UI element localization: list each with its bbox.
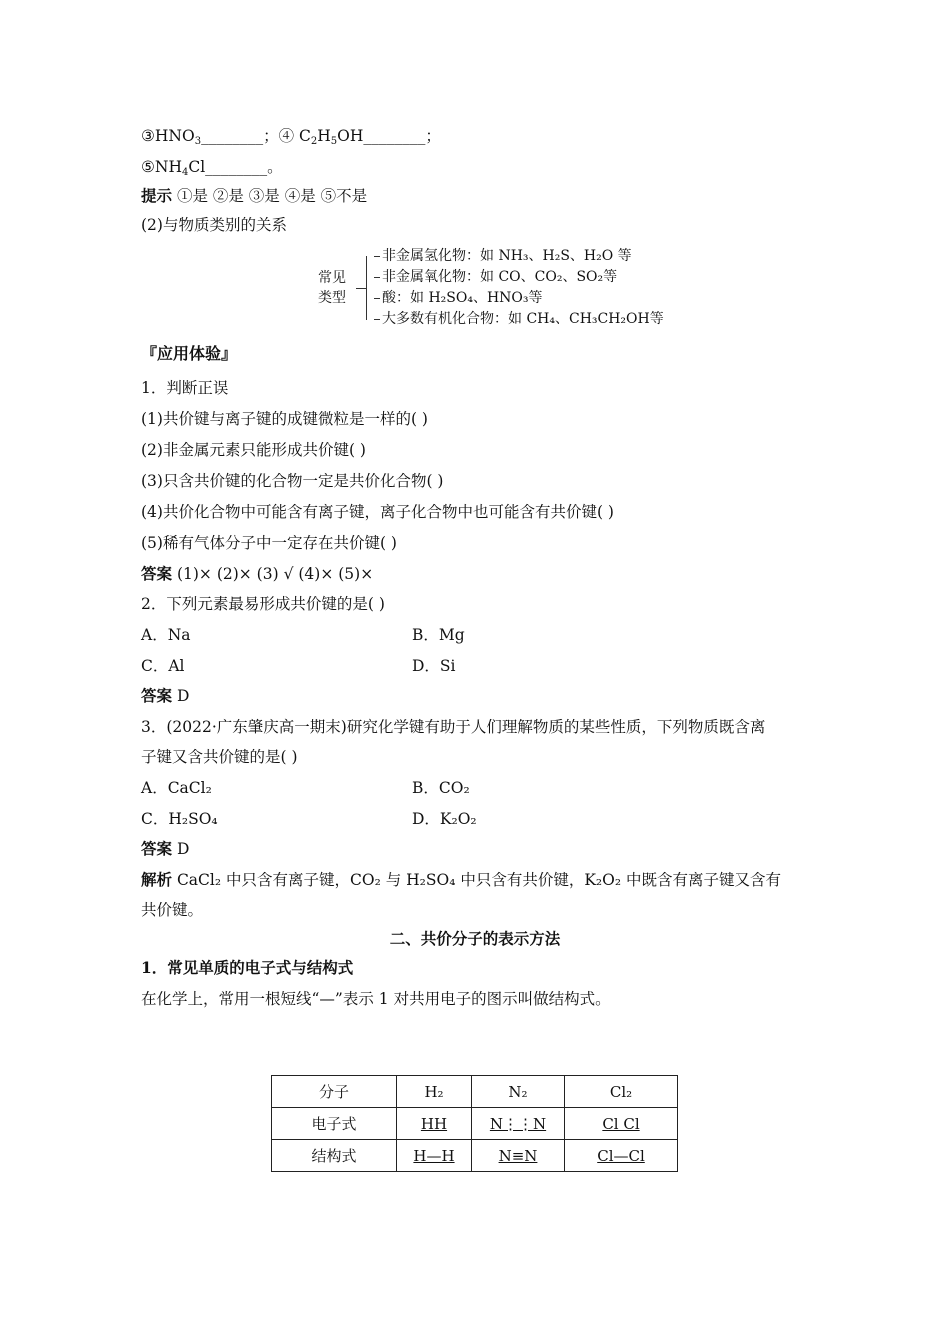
q3-option-b: B．CO₂ xyxy=(412,779,470,797)
q1-item: (1)共价键与离子键的成键微粒是一样的( ) xyxy=(141,410,428,428)
q2-option-c: C．Al xyxy=(141,657,185,675)
q3-answer: 答案 D xyxy=(141,839,190,858)
blank-line-hno3: $③HNO_3\_\_\_\_\_\_\_\_$；④ $C_2H_5OH\_\_\_\_\_\_\_\_$； xyxy=(141,127,441,147)
formula-table xyxy=(271,1075,678,1172)
q3-option-a: A．CaCl₂ xyxy=(141,779,212,797)
subsection-title: 1．常见单质的电子式与结构式 xyxy=(141,958,354,977)
hint-label: 提示 xyxy=(141,186,173,205)
table-row xyxy=(272,1108,678,1140)
q1-item: (2)非金属元素只能形成共价键( ) xyxy=(141,441,366,459)
q3-analysis: 解析 CaCl₂ 中只含有离子键，CO₂ 与 H₂SO₄ 中只含有共价键，K₂O₂ 中既含有离子键又含有 xyxy=(141,870,781,889)
table-row-label: 电子式 xyxy=(272,1108,397,1140)
table-cell: Cl—Cl xyxy=(565,1140,678,1172)
hint-line xyxy=(141,186,367,206)
q2-option-a: A．Na xyxy=(141,626,191,644)
q1-item: (4)共价化合物中可能含有离子键，离子化合物中也可能含有共价键( ) xyxy=(141,503,614,521)
section-title: 二、共价分子的表示方法 xyxy=(389,929,561,948)
q2-option-b: B．Mg xyxy=(412,626,465,644)
q3-stem-cont: 子键又含共价键的是( ) xyxy=(141,748,298,766)
table-cell: N≡N xyxy=(472,1140,565,1172)
q3-analysis-cont: 共价键。 xyxy=(141,901,204,919)
table-header-cell: 分子 xyxy=(272,1076,397,1108)
q1-item: (5)稀有气体分子中一定存在共价键( ) xyxy=(141,534,397,552)
structural-formula-definition: 在化学上，常用一根短线“—”表示 1 对共用电子的图示叫做结构式。 xyxy=(141,990,611,1008)
relation-heading: (2)与物质类别的关系 xyxy=(141,216,287,234)
table-cell: HH xyxy=(397,1108,472,1140)
diagram-stub xyxy=(356,288,366,289)
table-header-cell: H₂ xyxy=(397,1076,472,1108)
q2-option-d: D．Si xyxy=(412,657,456,675)
diagram-item: 大多数有机化合物：如 CH₄、CH₃CH₂OH等 xyxy=(374,309,664,329)
blank-line-nh4cl: $⑤NH_4Cl\_\_\_\_\_\_\_\_$。 xyxy=(141,158,283,178)
table-row xyxy=(272,1076,678,1108)
q3-stem: 3．(2022·广东肇庆高一期末)研究化学键有助于人们理解物质的某些性质，下列物质既含离 xyxy=(141,718,766,736)
q3-option-d: D．K₂O₂ xyxy=(412,810,477,828)
table-cell: H—H xyxy=(397,1140,472,1172)
table-header-cell: N₂ xyxy=(472,1076,565,1108)
table-row xyxy=(272,1140,678,1172)
table-cell: N⋮⋮N xyxy=(472,1108,565,1140)
table-row-label: 结构式 xyxy=(272,1140,397,1172)
diagram-side-label: 常见 类型 xyxy=(318,270,346,306)
q1-answer: 答案 (1)× (2)× (3) √ (4)× (5)× xyxy=(141,564,374,583)
q3-option-c: C．H₂SO₄ xyxy=(141,810,218,828)
section-heading-app: 『应用体验』 xyxy=(141,344,238,363)
q2-answer: 答案 D xyxy=(141,686,190,705)
diagram-item: 非金属氧化物：如 CO、CO₂、SO₂等 xyxy=(374,267,617,287)
table-cell: Cl Cl xyxy=(565,1108,678,1140)
diagram-item: 非金属氢化物：如 NH₃、H₂S、H₂O 等 xyxy=(374,246,632,266)
q1-item: (3)只含共价键的化合物一定是共价化合物( ) xyxy=(141,472,444,490)
diagram-item: 酸：如 H₂SO₄、HNO₃等 xyxy=(374,288,543,308)
hint-text: ①是 ②是 ③是 ④是 ⑤不是 xyxy=(172,187,368,205)
table-header-cell: Cl₂ xyxy=(565,1076,678,1108)
q1-stem: 1．判断正误 xyxy=(141,379,229,397)
q2-stem: 2．下列元素最易形成共价键的是( ) xyxy=(141,595,385,613)
types-diagram xyxy=(318,245,664,335)
